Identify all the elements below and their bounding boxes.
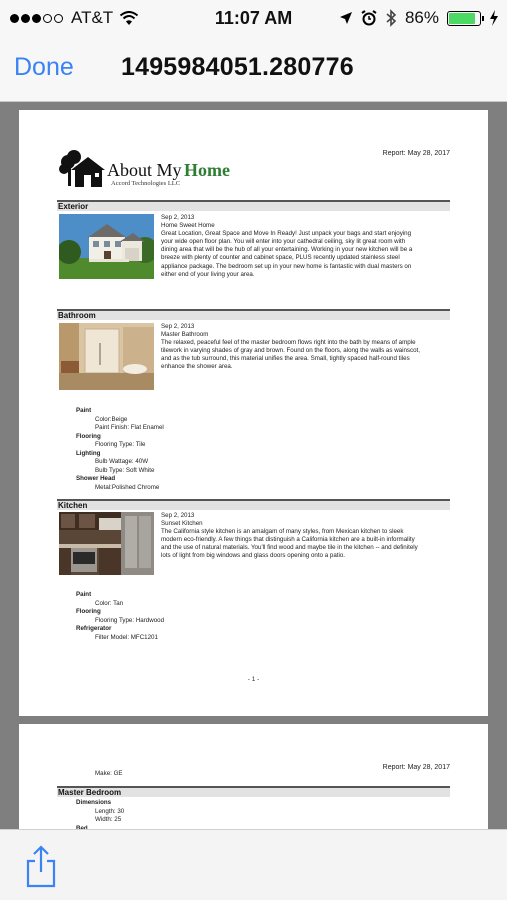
entry-name: Sunset Kitchen [161, 520, 203, 528]
wifi-icon [119, 11, 139, 26]
spec-row: Bulb Wattage: 40W [95, 458, 149, 465]
charging-bolt-icon [489, 10, 499, 26]
battery-percent: 86% [404, 8, 439, 27]
section-header-master-bedroom: Master Bedroom [57, 786, 450, 797]
entry-date: Sep 2, 2013 [161, 323, 195, 330]
spec-heading: Refrigerator [76, 625, 112, 632]
entry-text: The relaxed, peaceful feel of the master bedroom flows right into the bath by means of ample tilework in varying shades of gray and brown. Found on the floors, along the walls as wainscot, and as the tub surround, this material unifies the area. Small, tightly spaced half-round tiles enhance the shower area. [161, 339, 420, 371]
spec-row: Flooring Type: Tile [95, 441, 146, 448]
done-button[interactable]: Done [14, 53, 74, 81]
document-page-2 [19, 724, 488, 829]
entry-date: Sep 2, 2013 [161, 214, 195, 221]
section-header-exterior: Exterior [57, 200, 450, 211]
make-value: Make: GE [95, 770, 123, 777]
kitchen-specs [76, 591, 164, 642]
document-page-1 [19, 110, 488, 716]
bathroom-photo [59, 323, 154, 390]
entry-text: Great Location, Great Space and Move In Ready! Just unpack your bags and start enjoying your wide open floor plan. You will enter into your cathedral ceiling, sky lit great room with dining area that will be the hub of all your entertaining. Working in your new kitchen will be a breeze with plenty of counter and cabinet space, PLUS recently updated stainless steel appliance package. The bedroom set up in your new home is fantastic with dual masters on either end of your living your area. [161, 230, 413, 278]
bathroom-specs [76, 407, 164, 492]
section-header-kitchen: Kitchen [57, 499, 450, 510]
exterior-description [161, 214, 421, 279]
spec-heading: Dimensions [76, 799, 112, 806]
about-my-home-logo [59, 148, 249, 190]
spec-row: Filter Model: MFC1201 [95, 633, 158, 641]
spec-row: Color:Beige [95, 415, 128, 423]
spec-row: Length: 30 [95, 807, 125, 815]
alarm-icon [361, 10, 377, 26]
carrier-group [10, 8, 139, 28]
entry-name: Master Bathroom [161, 331, 209, 339]
logo-tagline: Accord Technologies LLC [111, 180, 181, 187]
bottom-toolbar [0, 829, 507, 900]
bluetooth-icon [385, 9, 397, 27]
signal-dots-icon [10, 8, 65, 28]
status-bar [0, 0, 507, 36]
bathroom-description [161, 323, 421, 372]
logo-text: About My [107, 160, 182, 180]
section-header-bathroom: Bathroom [57, 309, 450, 320]
spec-heading: Lighting [76, 449, 101, 457]
page-number: - 1 - [247, 676, 260, 683]
carrier-label: AT&T [71, 8, 114, 27]
kitchen-photo [59, 512, 154, 575]
spec-heading: Paint [76, 407, 92, 414]
entry-name: Home Sweet Home [161, 222, 215, 230]
spec-heading: Flooring [76, 432, 101, 440]
spec-heading: Shower Head [76, 475, 116, 482]
spec-row: Flooring Type: Hardwood [95, 616, 165, 624]
location-arrow-icon [339, 11, 353, 25]
spec-row: Bulb Type: Soft White [95, 466, 155, 474]
navigation-bar [0, 36, 507, 102]
entry-text: The California style kitchen is an amalgam of many styles, from Mexican kitchen to sleek modern eco-friendly. A few things that distinguish a California kitchen are a built-in informality and the use of natural materials. You'll find wood and maybe tile in the kitchen -- and definitely lots of light from big windows and glass doors opening onto a patio. [161, 528, 418, 560]
logo-text-accent: Home [184, 160, 230, 180]
report-date: Report: May 28, 2017 [382, 150, 450, 157]
entry-date: Sep 2, 2013 [161, 512, 195, 519]
master-bedroom-specs [76, 799, 124, 829]
kitchen-description [161, 512, 421, 561]
spec-heading: Bed [76, 824, 88, 829]
document-title: 1495984051.280776 [121, 53, 354, 81]
spec-row: Width: 25 [95, 816, 122, 823]
spec-heading: Paint [76, 591, 92, 598]
share-icon[interactable] [24, 844, 58, 888]
spec-row: Metal:Polished Chrome [95, 483, 160, 491]
battery-icon [447, 11, 481, 26]
exterior-house-photo [59, 214, 154, 279]
spec-row: Paint Finish: Flat Enamel [95, 424, 164, 431]
clock: 11:07 AM [214, 7, 293, 28]
spec-row: Color: Tan [95, 599, 124, 607]
document-viewer[interactable] [0, 102, 507, 829]
status-right [339, 8, 499, 28]
spec-heading: Flooring [76, 608, 101, 615]
report-date: Report: May 28, 2017 [382, 764, 450, 771]
